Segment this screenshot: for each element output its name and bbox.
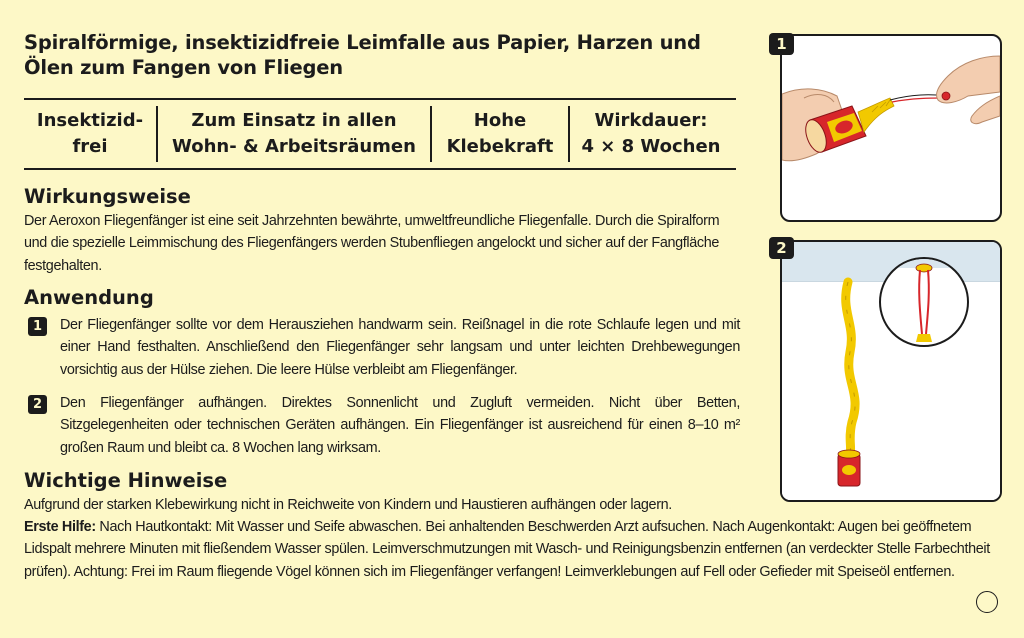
headline: Spiralförmige, insektizidfreie Leimfalle aus Papier, Harzen und Ölen zum Fangen von Fliegen bbox=[24, 31, 701, 79]
illustration-panel-2 bbox=[780, 240, 1002, 502]
feature-duration bbox=[570, 106, 732, 162]
recycle-circle-icon bbox=[976, 591, 998, 613]
feature-line: 4 × 8 Wochen bbox=[581, 136, 721, 157]
feature-line: Wohn- & Arbeitsräumen bbox=[172, 136, 416, 157]
step-1 bbox=[24, 314, 740, 384]
feature-line: Hohe bbox=[473, 110, 527, 131]
step-2 bbox=[24, 392, 740, 462]
feature-bar bbox=[24, 98, 736, 170]
first-aid-paragraph bbox=[24, 516, 1009, 583]
feature-line: Wirkdauer: bbox=[594, 110, 708, 131]
wirkungsweise-text: Der Aeroxon Fliegenfänger ist eine seit Jahrzehnten bewährte, umweltfreundliche Fliegenfalle. Durch die Spiralform und die spezielle Leimmischung des Fliegenfängers werden Stubenfliegen angelockt und sicher auf der Fangfläche festgehalten. bbox=[24, 213, 720, 274]
hinweise-text: Aufgrund der starken Klebewirkung nicht in Reichweite von Kindern und Haustieren aufhängen oder lagern. bbox=[24, 497, 672, 513]
feature-line: frei bbox=[72, 136, 108, 157]
feature-line: Zum Einsatz in allen bbox=[191, 110, 397, 131]
tube-icon bbox=[838, 450, 860, 486]
hands-pulling-trap-illustration bbox=[782, 36, 1000, 220]
feature-high-adhesion bbox=[432, 106, 570, 162]
feature-insecticide-free bbox=[24, 106, 158, 162]
section-heading-wirkungsweise: Wirkungsweise bbox=[24, 185, 191, 208]
feature-all-rooms bbox=[158, 106, 432, 162]
step-number-badge: 1 bbox=[28, 317, 47, 336]
illustration-number-badge: 1 bbox=[769, 33, 794, 55]
illustration-number-badge: 2 bbox=[769, 237, 794, 259]
step-text: Der Fliegenfänger sollte vor dem Herausziehen handwarm sein. Reißnagel in die rote Schlaufe legen und mit einer Hand festhalten. Anschließend den Fliegenfänger sehr langsam und unter leichten Drehbewegungen vorsichtig aus der Hülse ziehen. Die leere Hülse verbleibt am Fliegenfänger. bbox=[60, 317, 740, 378]
first-aid-label: Erste Hilfe: bbox=[24, 519, 96, 535]
step-text: Den Fliegenfänger aufhängen. Direktes Sonnenlicht und Zugluft vermeiden. Nicht über Betten, Sitzgelegenheiten oder technischen Geräten aufhängen. Ein Fliegenfänger ist ausreichend für einen 8–10 m² großen Raum und bleibt ca. 8 Wochen lang wirksam. bbox=[60, 395, 740, 456]
magnified-detail-icon bbox=[880, 258, 968, 346]
feature-line: Klebekraft bbox=[446, 136, 554, 157]
hanging-trap-illustration bbox=[782, 242, 1000, 500]
step-number-badge: 2 bbox=[28, 395, 47, 414]
section-heading-anwendung: Anwendung bbox=[24, 286, 154, 309]
first-aid-text: Nach Hautkontakt: Mit Wasser und Seife abwaschen. Bei anhaltenden Beschwerden Arzt aufsuchen. Nach Augenkontakt: Augen bei geöffnetem Lidspalt mehrere Minuten mit fließendem Wasser spülen. Leimverschmutzungen mit Wasch- und Reinigungsbenzin entfernen (an verdeckter Stelle Farbechtheit prüfen). Achtung: Frei im Raum fliegende Vögel können sich im Fliegenfänger verfangen! Leimverklebungen auf Fell oder Gefieder mit Speiseöl entfernen. bbox=[24, 519, 990, 580]
section-heading-hinweise: Wichtige Hinweise bbox=[24, 469, 228, 492]
feature-line: Insektizid- bbox=[36, 110, 144, 131]
illustration-panel-1 bbox=[780, 34, 1002, 222]
